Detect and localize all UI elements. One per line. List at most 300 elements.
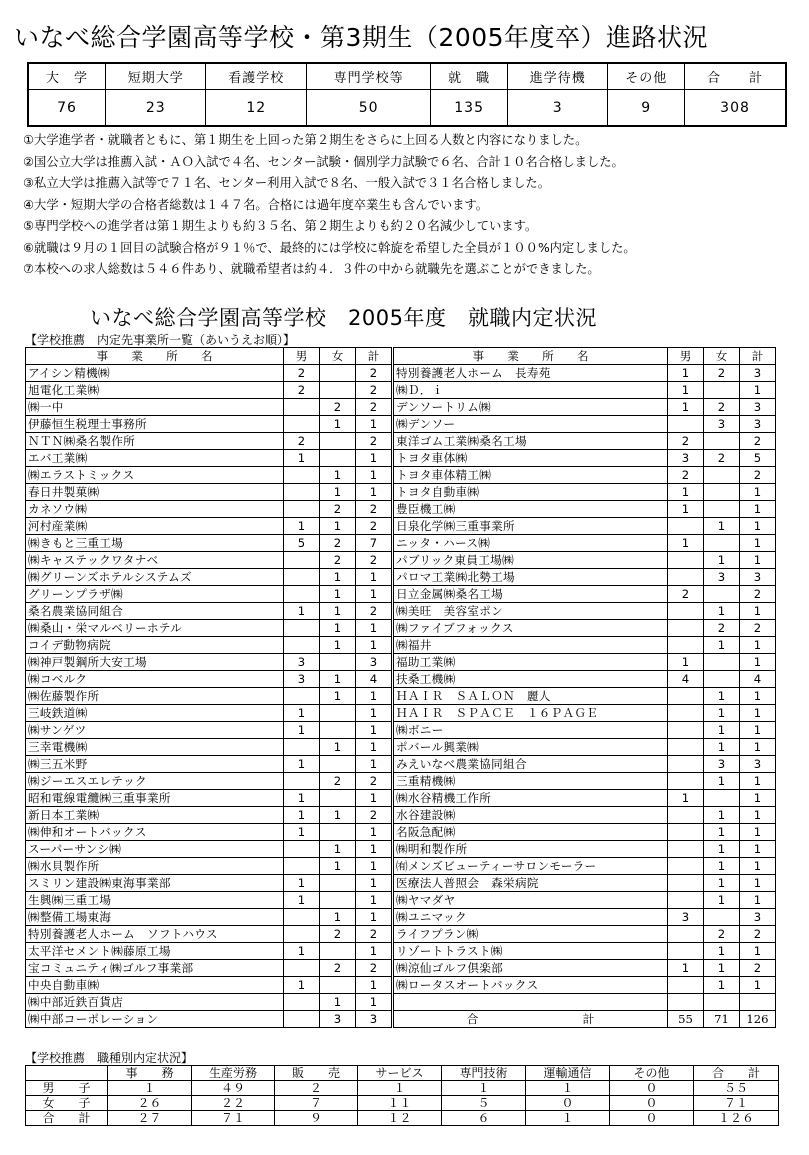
col-header-male: 男 xyxy=(668,348,704,365)
occ-cell: １１ xyxy=(358,1096,442,1111)
female-count xyxy=(704,433,740,450)
company-name: ㈱水谷精機工作所 xyxy=(393,790,668,807)
total-count: 2 xyxy=(356,518,393,535)
female-count: 1 xyxy=(704,824,740,841)
occ-cell: １ xyxy=(526,1081,610,1096)
table-row xyxy=(26,841,776,858)
total-count: 1 xyxy=(740,637,776,654)
male-count: 1 xyxy=(284,892,320,909)
total-count: 2 xyxy=(356,773,393,790)
company-name: トヨタ車体㈱ xyxy=(393,450,668,467)
male-count xyxy=(668,518,704,535)
summary-value: 76 xyxy=(28,90,106,127)
female-count: 1 xyxy=(704,518,740,535)
company-name: トヨタ車体精工㈱ xyxy=(393,467,668,484)
male-count: 1 xyxy=(668,790,704,807)
table-row xyxy=(26,620,776,637)
male-count xyxy=(284,909,320,926)
male-count: 1 xyxy=(668,535,704,552)
table-row xyxy=(26,654,776,671)
female-count xyxy=(320,365,356,382)
female-count: 2 xyxy=(320,501,356,518)
male-count xyxy=(668,977,704,994)
table-row xyxy=(26,450,776,467)
company-name: ㈱水貝製作所 xyxy=(26,858,284,875)
female-count xyxy=(320,433,356,450)
total-count: 1 xyxy=(356,484,393,501)
male-count: 1 xyxy=(668,654,704,671)
female-count: 1 xyxy=(704,637,740,654)
male-count xyxy=(284,739,320,756)
male-count xyxy=(284,399,320,416)
total-count: 1 xyxy=(356,994,393,1011)
female-count xyxy=(320,450,356,467)
total-count: 1 xyxy=(740,535,776,552)
col-header-total: 計 xyxy=(740,348,776,365)
summary-value: 135 xyxy=(431,90,508,127)
summary-header: その他 xyxy=(608,63,685,90)
female-count xyxy=(320,875,356,892)
occupation-table xyxy=(25,1065,779,1126)
total-count: 1 xyxy=(356,756,393,773)
total-count: 1 xyxy=(356,620,393,637)
total-count: 1 xyxy=(356,841,393,858)
company-name: ㈱中部コーポレーション xyxy=(26,1011,284,1028)
female-count xyxy=(704,501,740,518)
col-header-total: 計 xyxy=(356,348,393,365)
female-count: 1 xyxy=(704,977,740,994)
company-name: ポバール興業㈱ xyxy=(393,739,668,756)
table-row xyxy=(26,501,776,518)
female-count: 1 xyxy=(704,858,740,875)
male-count: 1 xyxy=(284,943,320,960)
female-count: 1 xyxy=(704,960,740,977)
female-count: 3 xyxy=(320,1011,356,1028)
female-count: 2 xyxy=(320,399,356,416)
male-count xyxy=(284,501,320,518)
company-name: 生興㈱三重工場 xyxy=(26,892,284,909)
male-count xyxy=(284,688,320,705)
total-count: 1 xyxy=(740,722,776,739)
company-name: ㈱桑山・栄マルベリーホテル xyxy=(26,620,284,637)
total-count: 2 xyxy=(740,620,776,637)
male-count xyxy=(668,994,704,1011)
female-count: 1 xyxy=(320,484,356,501)
female-count: 1 xyxy=(320,467,356,484)
total-count: 2 xyxy=(740,433,776,450)
summary-header-row xyxy=(28,63,786,90)
company-name: グリーンプラザ㈱ xyxy=(26,586,284,603)
male-count xyxy=(668,722,704,739)
male-count: 1 xyxy=(668,399,704,416)
table-row xyxy=(26,467,776,484)
company-name: スーパーサンシ㈱ xyxy=(26,841,284,858)
total-count: 1 xyxy=(356,858,393,875)
company-name: 新日本工業㈱ xyxy=(26,807,284,824)
company-name: ㈱デンソー xyxy=(393,416,668,433)
total-count: 1 xyxy=(356,688,393,705)
total-count: 1 xyxy=(740,603,776,620)
female-count: 3 xyxy=(704,569,740,586)
company-name: 三重精機㈱ xyxy=(393,773,668,790)
total-count: 1 xyxy=(356,705,393,722)
occ-cell: １ xyxy=(526,1111,610,1126)
total-count: 4 xyxy=(356,671,393,688)
grand-total-male: 55 xyxy=(668,1011,704,1028)
occ-cell: ４９ xyxy=(192,1081,275,1096)
occ-cell: １２６ xyxy=(694,1111,779,1126)
summary-value: 3 xyxy=(507,90,607,127)
male-count xyxy=(284,586,320,603)
table-row xyxy=(26,858,776,875)
occ-header: 合 計 xyxy=(694,1066,779,1081)
female-count: 2 xyxy=(320,552,356,569)
total-count: 3 xyxy=(740,416,776,433)
occ-cell: ９ xyxy=(275,1111,358,1126)
company-name: ㈱コベルク xyxy=(26,671,284,688)
company-name: ㈱ロータスオートバックス xyxy=(393,977,668,994)
occ-header: その他 xyxy=(610,1066,694,1081)
total-count: 1 xyxy=(740,790,776,807)
occ-cell: ７１ xyxy=(694,1096,779,1111)
male-count: 1 xyxy=(668,365,704,382)
male-count xyxy=(668,637,704,654)
female-count: 1 xyxy=(320,994,356,1011)
male-count xyxy=(668,705,704,722)
total-count: 1 xyxy=(740,484,776,501)
company-name: ㈱サンゲツ xyxy=(26,722,284,739)
male-count xyxy=(668,926,704,943)
male-count xyxy=(284,467,320,484)
total-count: 1 xyxy=(740,552,776,569)
company-name: ㈱美旺 美容室ポン xyxy=(393,603,668,620)
occ-cell: ０ xyxy=(610,1081,694,1096)
occ-cell: １２ xyxy=(358,1111,442,1126)
note-item: ①大学進学者・就職者ともに、第１期生を上回った第２期生をさらに上回る人数と内容になりました。 xyxy=(23,133,588,147)
total-count: 2 xyxy=(356,603,393,620)
company-name: 扶桑工機㈱ xyxy=(393,671,668,688)
total-count: 1 xyxy=(740,875,776,892)
note-item: ④大学・短期大学の合格者総数は１４７名。合格には過年度卒業生も含んでいます。 xyxy=(23,197,489,212)
occ-cell: ７１ xyxy=(192,1111,275,1126)
male-count xyxy=(284,637,320,654)
male-count: 3 xyxy=(284,654,320,671)
male-count: 1 xyxy=(284,603,320,620)
total-count: 1 xyxy=(740,688,776,705)
total-count: 1 xyxy=(356,569,393,586)
male-count xyxy=(284,926,320,943)
note-item: ②国公立大学は推薦入試・ＡＯ入試で４名、センター試験・個別学力試験で６名、合計１０名合格しました。 xyxy=(23,154,624,169)
table-row xyxy=(26,365,776,382)
male-count: 1 xyxy=(284,705,320,722)
male-count xyxy=(668,841,704,858)
female-count xyxy=(704,535,740,552)
summary-value-row xyxy=(28,90,786,127)
male-count xyxy=(284,1011,320,1028)
total-count: 1 xyxy=(356,790,393,807)
company-name: 特別養護老人ホーム 長寿苑 xyxy=(393,365,668,382)
total-count: 3 xyxy=(740,909,776,926)
male-count xyxy=(668,773,704,790)
company-name: 三幸電機㈱ xyxy=(26,739,284,756)
company-name: パブリック東員工場㈱ xyxy=(393,552,668,569)
summary-header: 短期大学 xyxy=(106,63,206,90)
total-count: 5 xyxy=(740,450,776,467)
male-count: 1 xyxy=(284,756,320,773)
total-count: 1 xyxy=(740,977,776,994)
table-row xyxy=(26,382,776,399)
company-name: ㈱涼仙ゴルフ倶楽部 xyxy=(393,960,668,977)
male-count: 1 xyxy=(284,875,320,892)
male-count xyxy=(284,484,320,501)
male-count: 1 xyxy=(668,501,704,518)
occ-cell: １ xyxy=(358,1081,442,1096)
male-count: 1 xyxy=(284,807,320,824)
table-row xyxy=(26,875,776,892)
female-count: 2 xyxy=(704,926,740,943)
female-count xyxy=(320,705,356,722)
female-count: 1 xyxy=(704,875,740,892)
company-name: ㈱ボニー xyxy=(393,722,668,739)
male-count: 1 xyxy=(668,484,704,501)
company-name: 桑名農業協同組合 xyxy=(26,603,284,620)
female-count: 1 xyxy=(320,416,356,433)
total-count: 1 xyxy=(740,943,776,960)
table-row xyxy=(26,773,776,790)
female-count: 2 xyxy=(704,365,740,382)
table-row xyxy=(26,926,776,943)
occ-cell: 女 子 xyxy=(26,1096,108,1111)
col-header-female: 女 xyxy=(704,348,740,365)
male-count xyxy=(668,824,704,841)
female-count xyxy=(704,484,740,501)
company-name: ＮＴＮ㈱桑名製作所 xyxy=(26,433,284,450)
company-name: 三岐鉄道㈱ xyxy=(26,705,284,722)
female-count: 2 xyxy=(704,399,740,416)
male-count: 2 xyxy=(668,467,704,484)
male-count: 5 xyxy=(284,535,320,552)
total-count: 2 xyxy=(740,586,776,603)
total-count: 1 xyxy=(356,824,393,841)
total-count: 3 xyxy=(740,365,776,382)
occ-cell: ０ xyxy=(526,1096,610,1111)
note-item: ⑦本校への求人総数は５４６件あり、就職希望者は約４．３件の中から就職先を選ぶことができました。 xyxy=(23,262,600,276)
female-count: 1 xyxy=(704,841,740,858)
occ-header: 専門技術 xyxy=(442,1066,526,1081)
notes-list xyxy=(23,130,636,281)
female-count: 1 xyxy=(704,552,740,569)
company-name: ㈱佐藤製作所 xyxy=(26,688,284,705)
occ-header: 生産労務 xyxy=(192,1066,275,1081)
summary-header: 看護学校 xyxy=(206,63,306,90)
total-count: 7 xyxy=(356,535,393,552)
company-name: 日立金属㈱桑名工場 xyxy=(393,586,668,603)
female-count xyxy=(320,654,356,671)
total-count: 1 xyxy=(356,467,393,484)
company-name: 日泉化学㈱三重事業所 xyxy=(393,518,668,535)
table-row xyxy=(26,960,776,977)
company-name: 春日井製菓㈱ xyxy=(26,484,284,501)
table-row xyxy=(26,756,776,773)
company-name: ㈱三五米野 xyxy=(26,756,284,773)
total-count: 2 xyxy=(356,382,393,399)
company-name: ㈱ヤマダヤ xyxy=(393,892,668,909)
table-row xyxy=(26,943,776,960)
occupation-header-row xyxy=(26,1066,779,1081)
total-count: 3 xyxy=(740,399,776,416)
female-count: 2 xyxy=(320,926,356,943)
summary-header: 専門学校等 xyxy=(306,63,430,90)
male-count: 1 xyxy=(284,518,320,535)
female-count: 1 xyxy=(320,603,356,620)
summary-value: 50 xyxy=(306,90,430,127)
company-name: ㈱きもと三重工場 xyxy=(26,535,284,552)
table-row xyxy=(26,671,776,688)
company-name: カネソウ㈱ xyxy=(26,501,284,518)
male-count: 3 xyxy=(284,671,320,688)
male-count: 3 xyxy=(668,450,704,467)
company-name: デンソートリム㈱ xyxy=(393,399,668,416)
total-count: 1 xyxy=(356,875,393,892)
total-count: 1 xyxy=(740,824,776,841)
female-count xyxy=(704,467,740,484)
grand-total-label: 合 計 xyxy=(393,1011,668,1028)
col-header-female: 女 xyxy=(320,348,356,365)
occ-header: サービス xyxy=(358,1066,442,1081)
company-name: ㈱伸和オートバックス xyxy=(26,824,284,841)
occupation-row xyxy=(26,1081,779,1096)
male-count: 1 xyxy=(668,960,704,977)
male-count: 3 xyxy=(668,909,704,926)
male-count xyxy=(668,807,704,824)
company-name: ㈱ファイブフォックス xyxy=(393,620,668,637)
occupation-row xyxy=(26,1111,779,1126)
female-count xyxy=(320,790,356,807)
table-row xyxy=(26,518,776,535)
total-count: 1 xyxy=(740,382,776,399)
company-name: ＨＡＩＲ ＳＰＡＣＥ １６ＰＡＧＥ xyxy=(393,705,668,722)
female-count: 1 xyxy=(320,909,356,926)
male-count xyxy=(668,552,704,569)
company-name: 特別養護老人ホーム ソフトハウス xyxy=(26,926,284,943)
note-item: ⑥就職は９月の１回目の試験合格が９１％で、最終的には学校に斡旋を希望した全員が１００%内定しました。 xyxy=(23,240,636,255)
table-row xyxy=(26,705,776,722)
male-count: 2 xyxy=(284,365,320,382)
male-count xyxy=(668,739,704,756)
female-count: 2 xyxy=(704,450,740,467)
note-item: ③私立大学は推薦入試等で７１名、センター利用入試で８名、一般入試で３１名合格しました。 xyxy=(23,176,551,190)
occ-header xyxy=(26,1066,108,1081)
table-row xyxy=(26,790,776,807)
company-name: ㈱神戸製鋼所大安工場 xyxy=(26,654,284,671)
female-count: 1 xyxy=(704,773,740,790)
note-item: ⑤専門学校への進学者は第１期生よりも約３５名、第２期生よりも約２０名減少しています。 xyxy=(23,219,538,233)
company-name: ㈱エラストミックス xyxy=(26,467,284,484)
grand-total-female: 71 xyxy=(704,1011,740,1028)
summary-header: 合 計 xyxy=(685,63,786,90)
summary-value: 12 xyxy=(206,90,306,127)
total-count: 1 xyxy=(740,892,776,909)
occ-header: 販 売 xyxy=(275,1066,358,1081)
summary-header: 就 職 xyxy=(431,63,508,90)
female-count xyxy=(704,671,740,688)
male-count xyxy=(668,620,704,637)
female-count xyxy=(320,722,356,739)
table-row xyxy=(26,416,776,433)
total-count: 1 xyxy=(356,943,393,960)
company-name: ㈱一中 xyxy=(26,399,284,416)
female-count xyxy=(704,909,740,926)
company-name: 水谷建設㈱ xyxy=(393,807,668,824)
male-count xyxy=(284,994,320,1011)
table-row xyxy=(26,1011,776,1028)
male-count xyxy=(668,688,704,705)
female-count xyxy=(320,756,356,773)
table-row xyxy=(26,688,776,705)
table-row xyxy=(26,484,776,501)
female-count xyxy=(704,382,740,399)
table-row xyxy=(26,535,776,552)
table-row xyxy=(26,739,776,756)
female-count: 1 xyxy=(320,671,356,688)
female-count: 1 xyxy=(704,892,740,909)
table-row xyxy=(26,603,776,620)
female-count: 1 xyxy=(320,569,356,586)
company-name: エバ工業㈱ xyxy=(26,450,284,467)
male-count xyxy=(284,841,320,858)
total-count: 2 xyxy=(356,365,393,382)
company-name: ㈱ジーエスエレテック xyxy=(26,773,284,790)
female-count: 1 xyxy=(320,688,356,705)
total-count: 4 xyxy=(740,671,776,688)
female-count: 1 xyxy=(704,688,740,705)
female-count: 2 xyxy=(320,773,356,790)
summary-value: 9 xyxy=(608,90,685,127)
total-count: 1 xyxy=(740,518,776,535)
table-row xyxy=(26,807,776,824)
female-count: 1 xyxy=(704,603,740,620)
job-placement-table xyxy=(25,347,776,1028)
male-count xyxy=(668,892,704,909)
occ-cell: ５５ xyxy=(694,1081,779,1096)
male-count xyxy=(668,756,704,773)
page-title: いなべ総合学園高等学校・第3期生（2005年度卒）進路状況 xyxy=(14,23,709,52)
company-name: ライフプラン㈱ xyxy=(393,926,668,943)
table-row xyxy=(26,909,776,926)
male-count: 1 xyxy=(284,790,320,807)
occ-cell: ２６ xyxy=(108,1096,192,1111)
company-name: 福助工業㈱ xyxy=(393,654,668,671)
company-name: 旭電化工業㈱ xyxy=(26,382,284,399)
company-name: 昭和電線電纜㈱三重事業所 xyxy=(26,790,284,807)
female-count xyxy=(320,382,356,399)
male-count: 1 xyxy=(284,450,320,467)
company-name: 伊藤恒生税理士事務所 xyxy=(26,416,284,433)
male-count: 1 xyxy=(284,977,320,994)
male-count xyxy=(668,603,704,620)
total-count: 1 xyxy=(356,637,393,654)
company-name: ＨＡＩＲ ＳＡＬＯＮ 麗人 xyxy=(393,688,668,705)
male-count xyxy=(284,858,320,875)
female-count xyxy=(704,994,740,1011)
table-row xyxy=(26,399,776,416)
company-name: ㈱整備工場東海 xyxy=(26,909,284,926)
female-count: 1 xyxy=(320,637,356,654)
male-count xyxy=(668,858,704,875)
company-name: 東洋ゴム工業㈱桑名工場 xyxy=(393,433,668,450)
company-name: アイシン精機㈱ xyxy=(26,365,284,382)
male-count: 4 xyxy=(668,671,704,688)
